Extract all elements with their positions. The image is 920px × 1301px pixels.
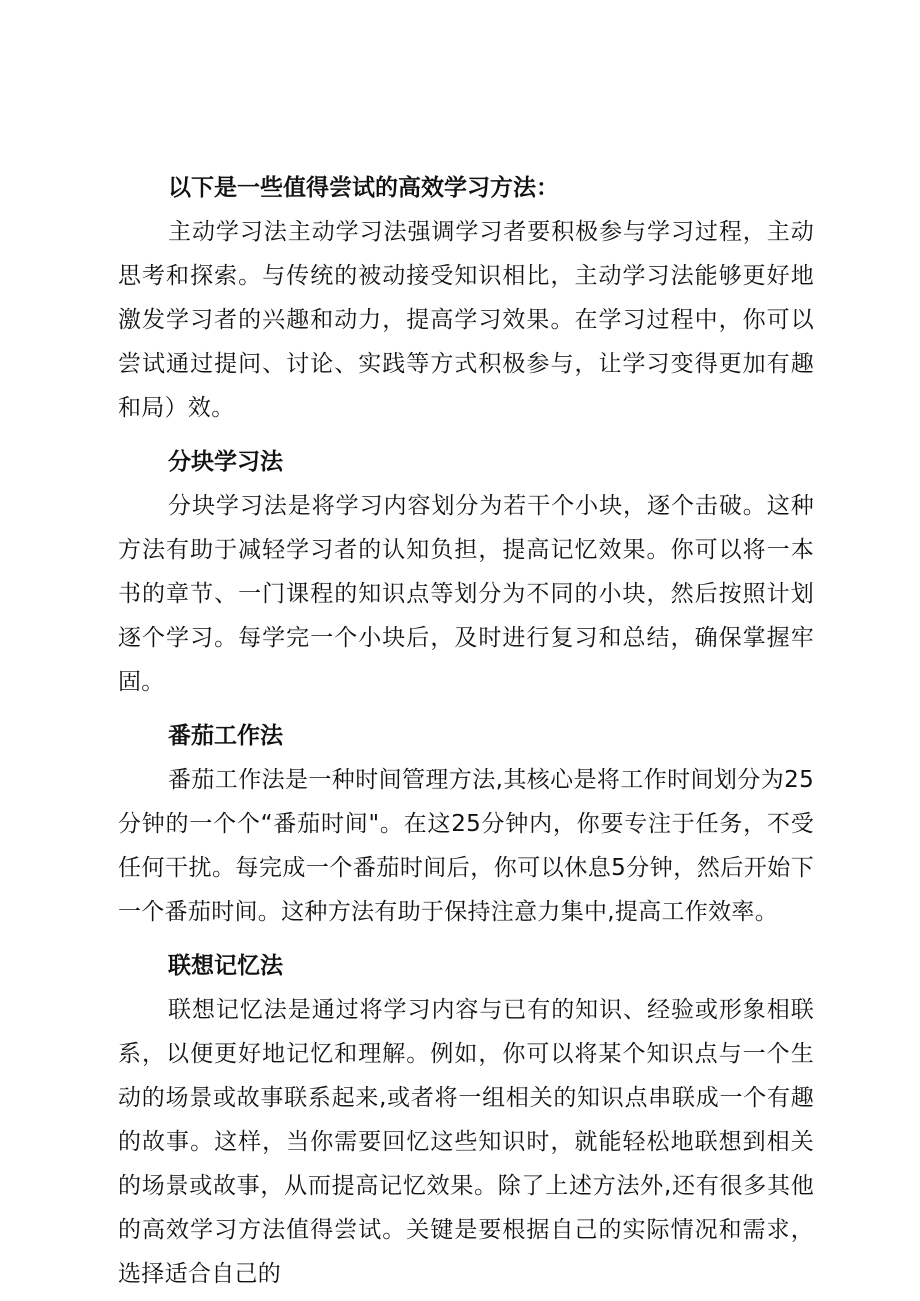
section-heading-pomodoro: 番茄工作法 (168, 723, 283, 749)
section-body-association: 联想记忆法是通过将学习内容与已有的知识、经验或形象相联系，以便更好地记忆和理解。例如，你可以将某个知识点与一个生动的场景或故事联系起来,或者将一组相关的知识点串联成一个有趣的故事。这样，当你需要回忆这些知识时，就能轻松地联想到相关的场景或故事，从而提高记忆效果。除了上述方法外,还有很多其他的高效学习方法值得尝试。关键是要根据自己的实际情况和需求，选择适合自己的 (118, 997, 814, 1287)
section-body-pomodoro: 番茄工作法是一种时间管理方法,其核心是将工作时间划分为25分钟的一个个“番茄时间"。在这25分钟内，你要专注于任务，不受任何干扰。每完成一个番茄时间后，你可以休息5分钟，然后开始下一个番茄时间。这种方法有助于保持注意力集中,提高工作效率。 (118, 767, 814, 925)
section-body-chunking: 分块学习法是将学习内容划分为若干个小块，逐个击破。这种方法有助于减轻学习者的认知负担，提高记忆效果。你可以将一本书的章节、一门课程的知识点等划分为不同的小块，然后按照计划逐个学习。每学完一个小块后，及时进行复习和总结，确保掌握牢固。 (118, 493, 814, 695)
section-heading-association: 联想记忆法 (168, 953, 283, 979)
section-heading-chunking: 分块学习法 (168, 449, 283, 475)
intro-paragraph: 主动学习法主动学习法强调学习者要积极参与学习过程，主动思考和探索。与传统的被动接受知识相比，主动学习法能够更好地激发学习者的兴趣和动力，提高学习效果。在学习过程中，你可以尝试通过提问、讨论、实践等方式积极参与，让学习变得更加有趣和局）效。 (118, 219, 814, 421)
document-body (118, 166, 814, 1296)
intro-heading: 以下是一些值得尝试的高效学习方法： (168, 175, 559, 201)
